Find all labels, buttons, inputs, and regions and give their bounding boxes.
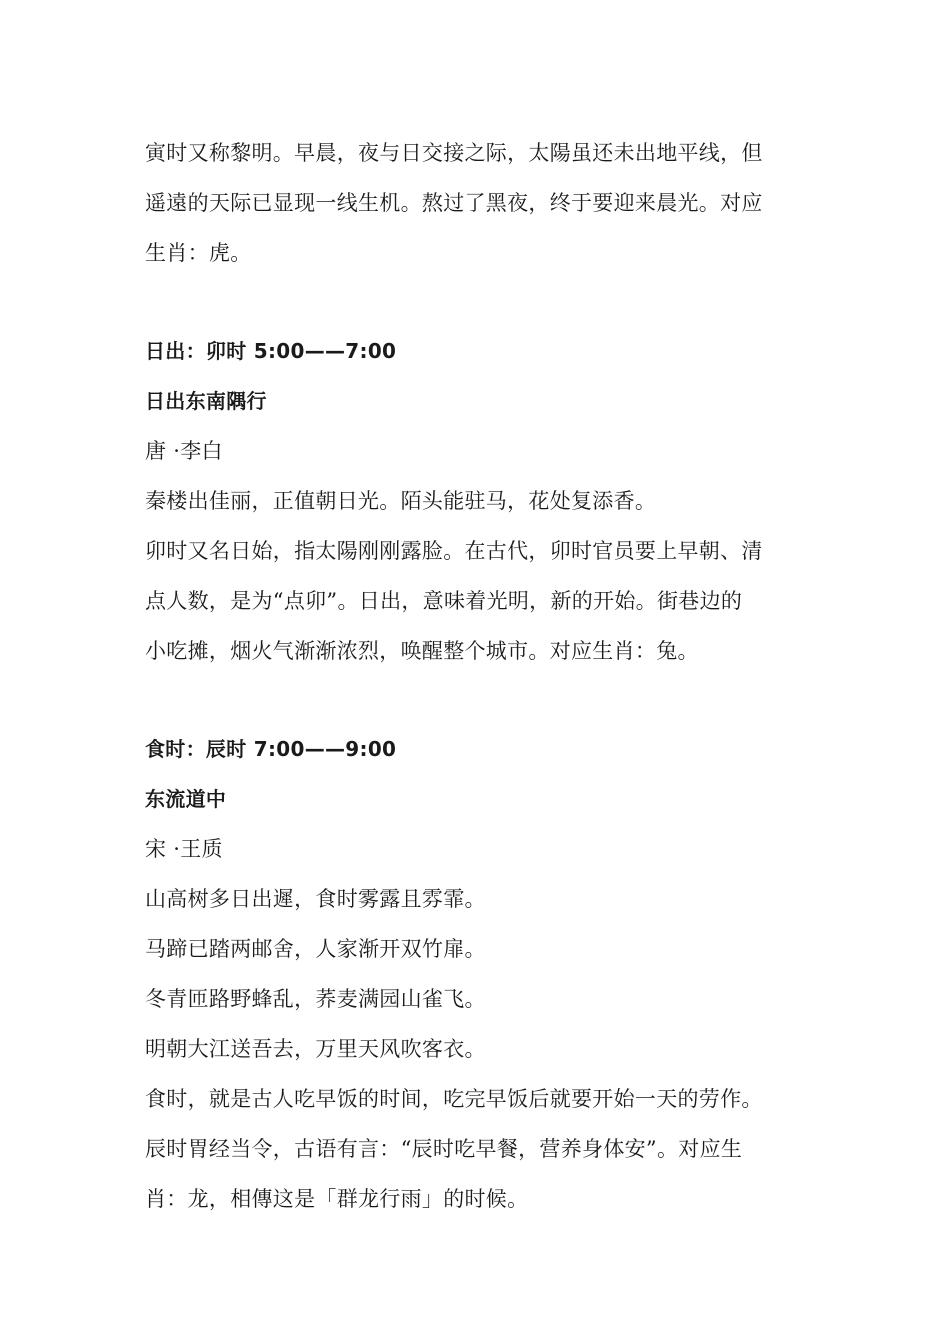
- paragraph-line: 遥遠的天际已显现一线生机。熬过了黑夜，终于要迎来晨光。对应: [145, 191, 763, 215]
- poem-author: 宋 ·王质: [145, 837, 223, 861]
- intro-paragraph: [145, 128, 810, 278]
- section-heading: 食时：辰时 7:00——9:00: [145, 737, 397, 761]
- paragraph-line: 小吃摊，烟火气渐渐浓烈，唤醒整个城市。对应生肖：兔。: [145, 639, 699, 663]
- paragraph-line: 肖：龙，相傳这是「群龙行雨」的时候。: [145, 1187, 529, 1211]
- poem-author: 唐 ·李白: [145, 439, 223, 463]
- section-chen: [145, 724, 810, 1224]
- section-mao: [145, 326, 810, 676]
- poem-line: 明朝大江送吾去，万里天风吹客衣。: [145, 1037, 486, 1061]
- document-page: [145, 128, 810, 1224]
- section-heading: 日出：卯时 5:00——7:00: [145, 339, 397, 363]
- paragraph-line: 点人数，是为“点卯”。日出，意味着光明，新的开始。街巷边的: [145, 589, 743, 613]
- paragraph-line: 寅时又称黎明。早晨，夜与日交接之际，太陽虽还未出地平线，但: [145, 141, 763, 165]
- paragraph-line: 辰时胃经当令，古语有言：“辰时吃早餐，营养身体安”。对应生: [145, 1137, 743, 1161]
- poem-line: 山高树多日出遲，食时雾露且雰霏。: [145, 887, 486, 911]
- poem-line: 马蹄已踏两邮舍，人家渐开双竹扉。: [145, 937, 486, 961]
- paragraph-line: 卯时又名日始，指太陽刚刚露脸。在古代，卯时官员要上早朝、清: [145, 539, 763, 563]
- poem-title: 东流道中: [145, 787, 227, 811]
- poem-title: 日出东南隅行: [145, 389, 267, 413]
- poem-line: 秦楼出佳丽，正值朝日光。陌头能驻马，花处复添香。: [145, 489, 657, 513]
- paragraph-line: 生肖：虎。: [145, 241, 252, 265]
- poem-line: 冬青匝路野蜂乱，荞麦满园山雀飞。: [145, 987, 486, 1011]
- section-spacer: [145, 676, 810, 724]
- section-spacer: [145, 278, 810, 326]
- paragraph-line: 食时，就是古人吃早饭的时间，吃完早饭后就要开始一天的劳作。: [145, 1087, 763, 1111]
